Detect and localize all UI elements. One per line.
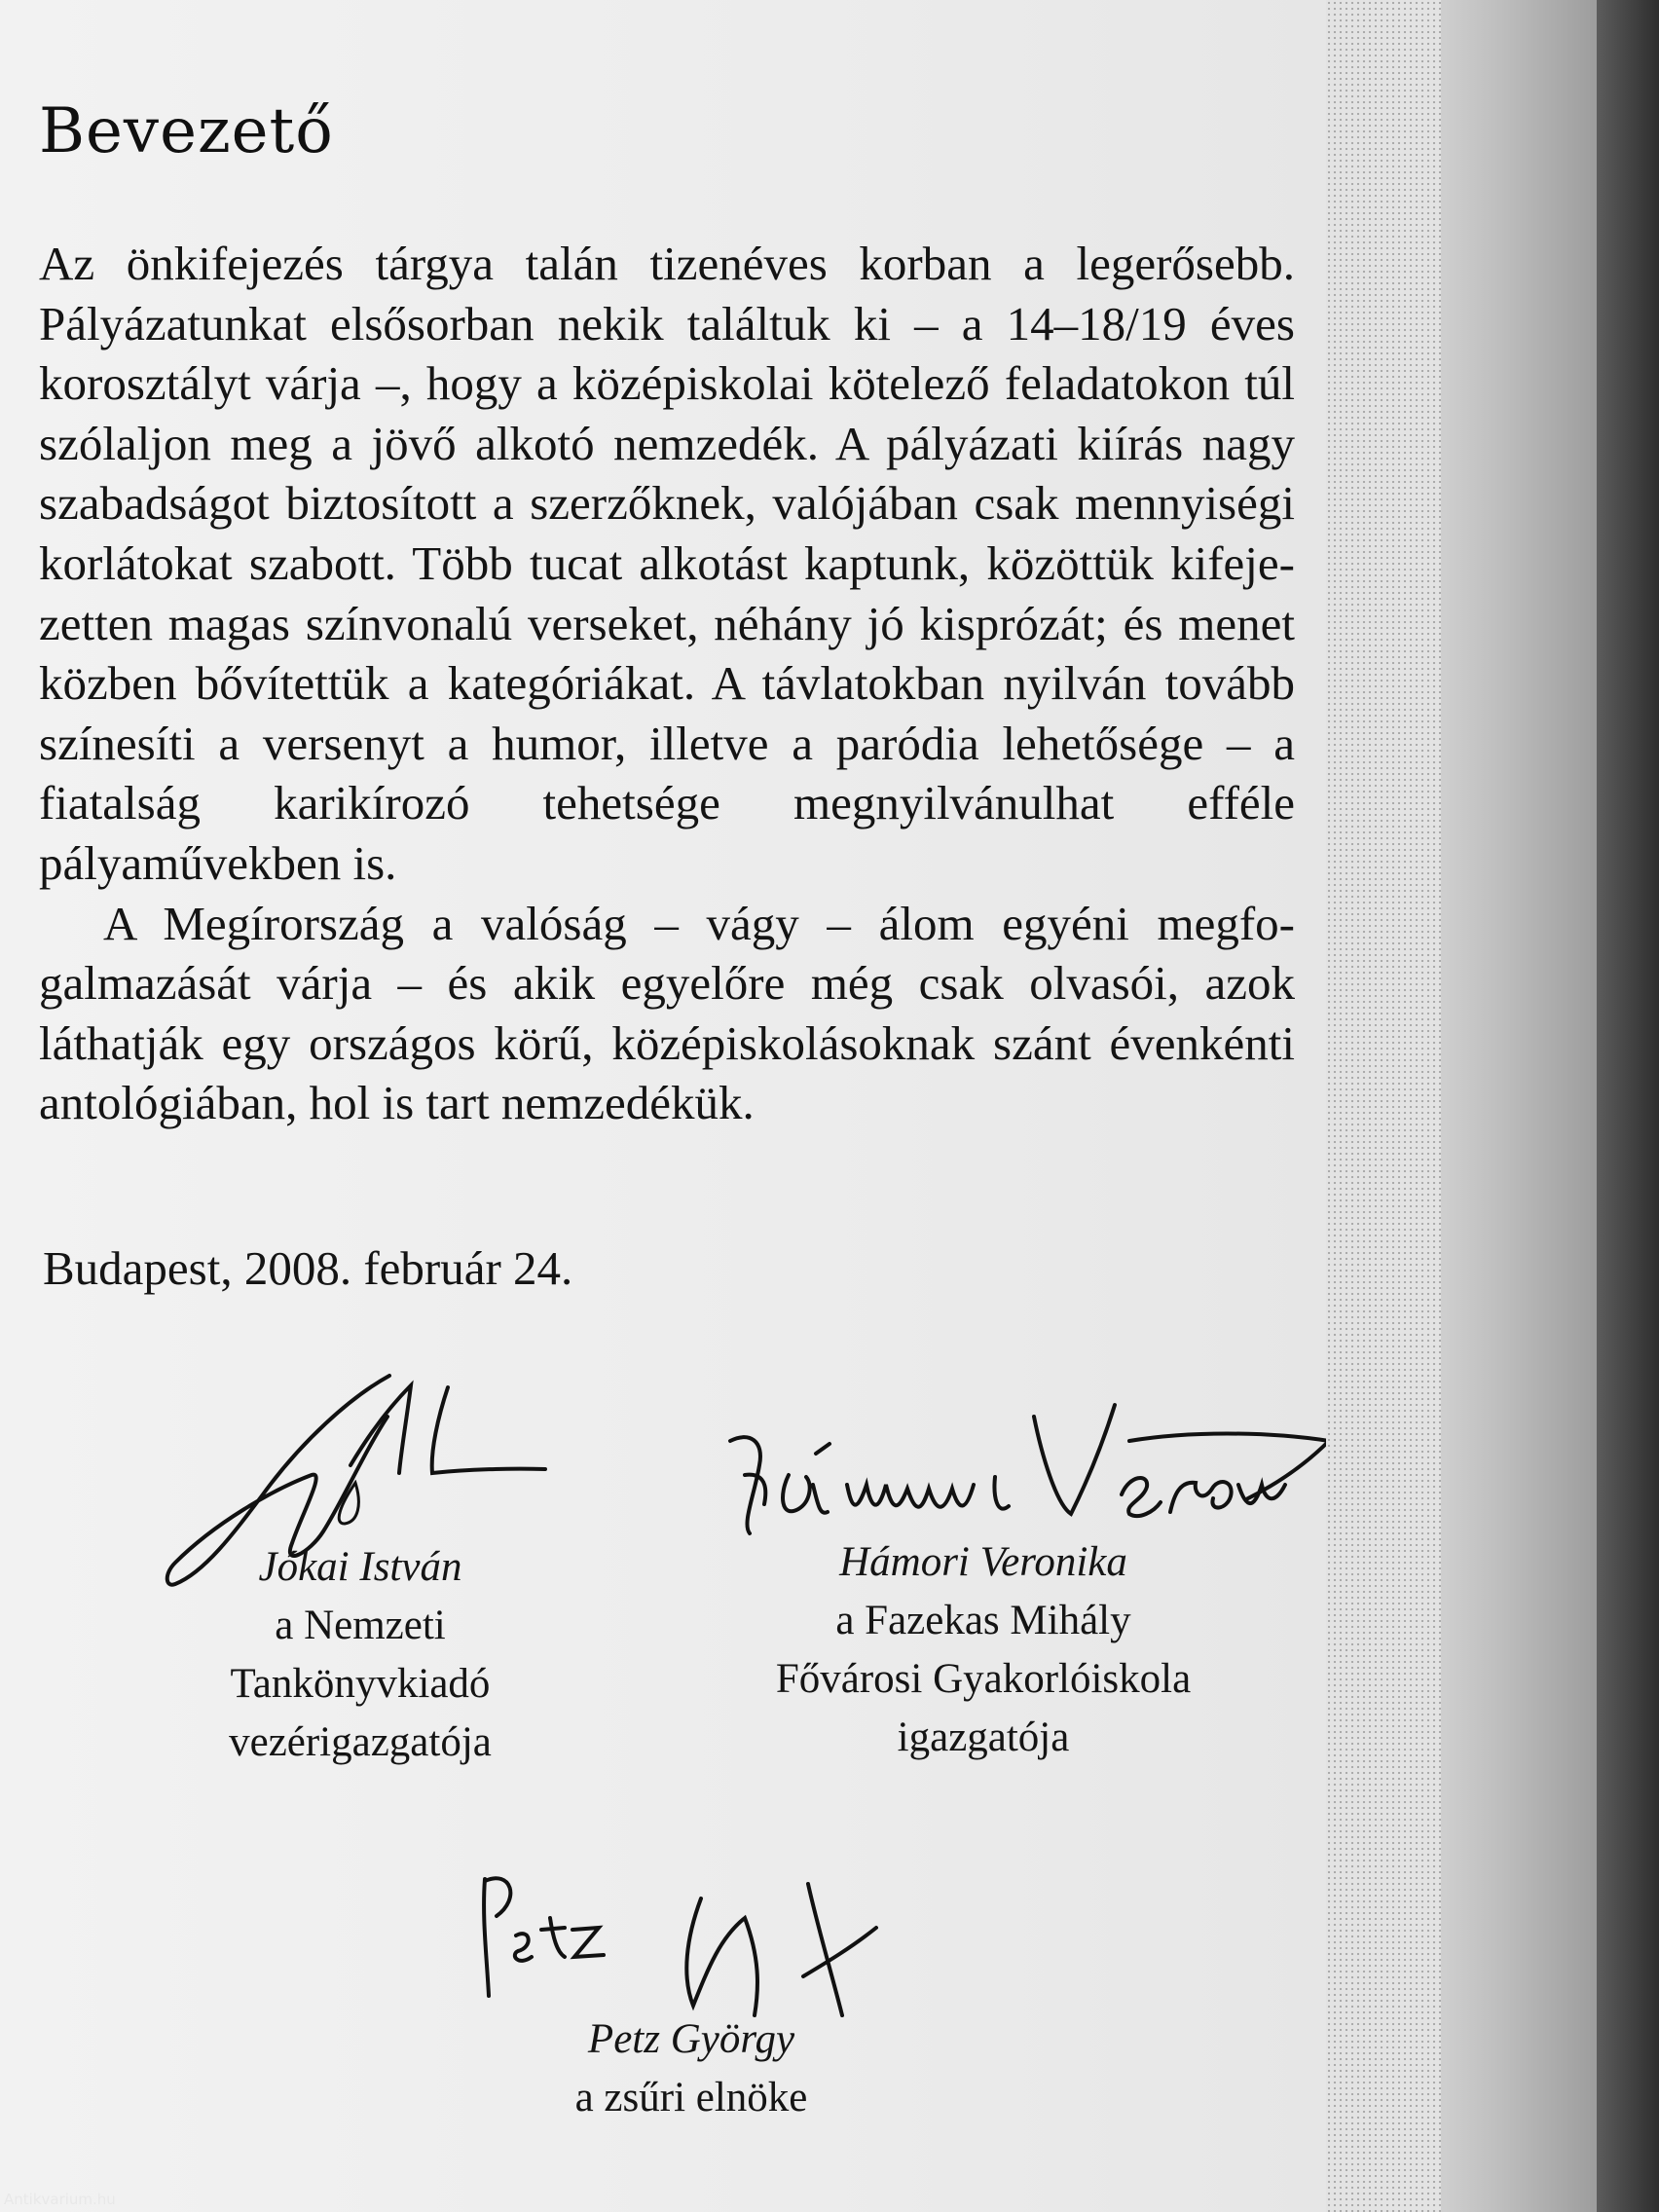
signatory-role-line: a zsűri elnöke	[574, 2075, 808, 2120]
next-page-edge	[1441, 0, 1597, 2212]
petz-signature	[467, 1860, 915, 2035]
signatory-name: Hámori Veronika	[839, 1539, 1127, 1585]
signatory-role-line: vezérigazgatója	[229, 1719, 492, 1765]
dateline: Budapest, 2008. február 24.	[43, 1241, 573, 1295]
dotted-page-band	[1326, 0, 1441, 2212]
signatory-jokai	[146, 1538, 574, 1772]
signatory-petz	[448, 2010, 935, 2127]
paragraph-1: Az önkifejezés tárgya talán tizenéves korban a legerősebb. Pályázatunkat elsősorban nekik találtuk ki – a 14–18/19 éves korosztályt várja –, hogy a középiskolai kötelező feladatokon túl szólaljon meg a jövő alkotó nemzedék. A pályázati kiírás nagy szabadságot biztosított a szerzőknek, valójában csak mennyiségi korlátokat szabott. Több tucat alkotást kaptunk, közöttük kifejezetten magas színvonalú verseket, néhány jó kisprózát; és menet közben bővítettük a kategóriákat. A távlatokban nyilván tovább színesíti a versenyt a humor, illetve a paródia lehetősége – a fiatalság karikírozó tehetsége megnyilvánulhat efféle pályaművekben is.	[39, 237, 1295, 890]
signatory-role-line: igazgatója	[897, 1714, 1070, 1760]
hamori-signature	[720, 1387, 1344, 1553]
book-spine-shadow	[1597, 0, 1659, 2212]
signatory-name: Jókai István	[258, 1544, 462, 1590]
signatory-role-line: a Nemzeti	[275, 1603, 446, 1648]
signatory-role-line: Tankönyvkiadó	[230, 1661, 491, 1707]
signatory-name: Petz György	[587, 2016, 795, 2062]
signatory-role-line: a Fazekas Mihály	[835, 1598, 1131, 1643]
signatory-hamori	[701, 1533, 1266, 1767]
watermark: Antikvarium.hu	[4, 2191, 116, 2208]
introduction-text	[39, 234, 1295, 1133]
signatory-role-line: Fővárosi Gyakorlóiskola	[775, 1656, 1192, 1702]
paragraph-2: A Megírország a valóság – vágy – álom egyéni megfogalmazását várja – és akik egyelőre még csak olvasói, azok láthatják egy országos körű, középiskolásoknak szánt évenkénti antológiában, hol is tart nemzedékük.	[39, 896, 1295, 1130]
page-heading: Bevezető	[39, 95, 334, 167]
